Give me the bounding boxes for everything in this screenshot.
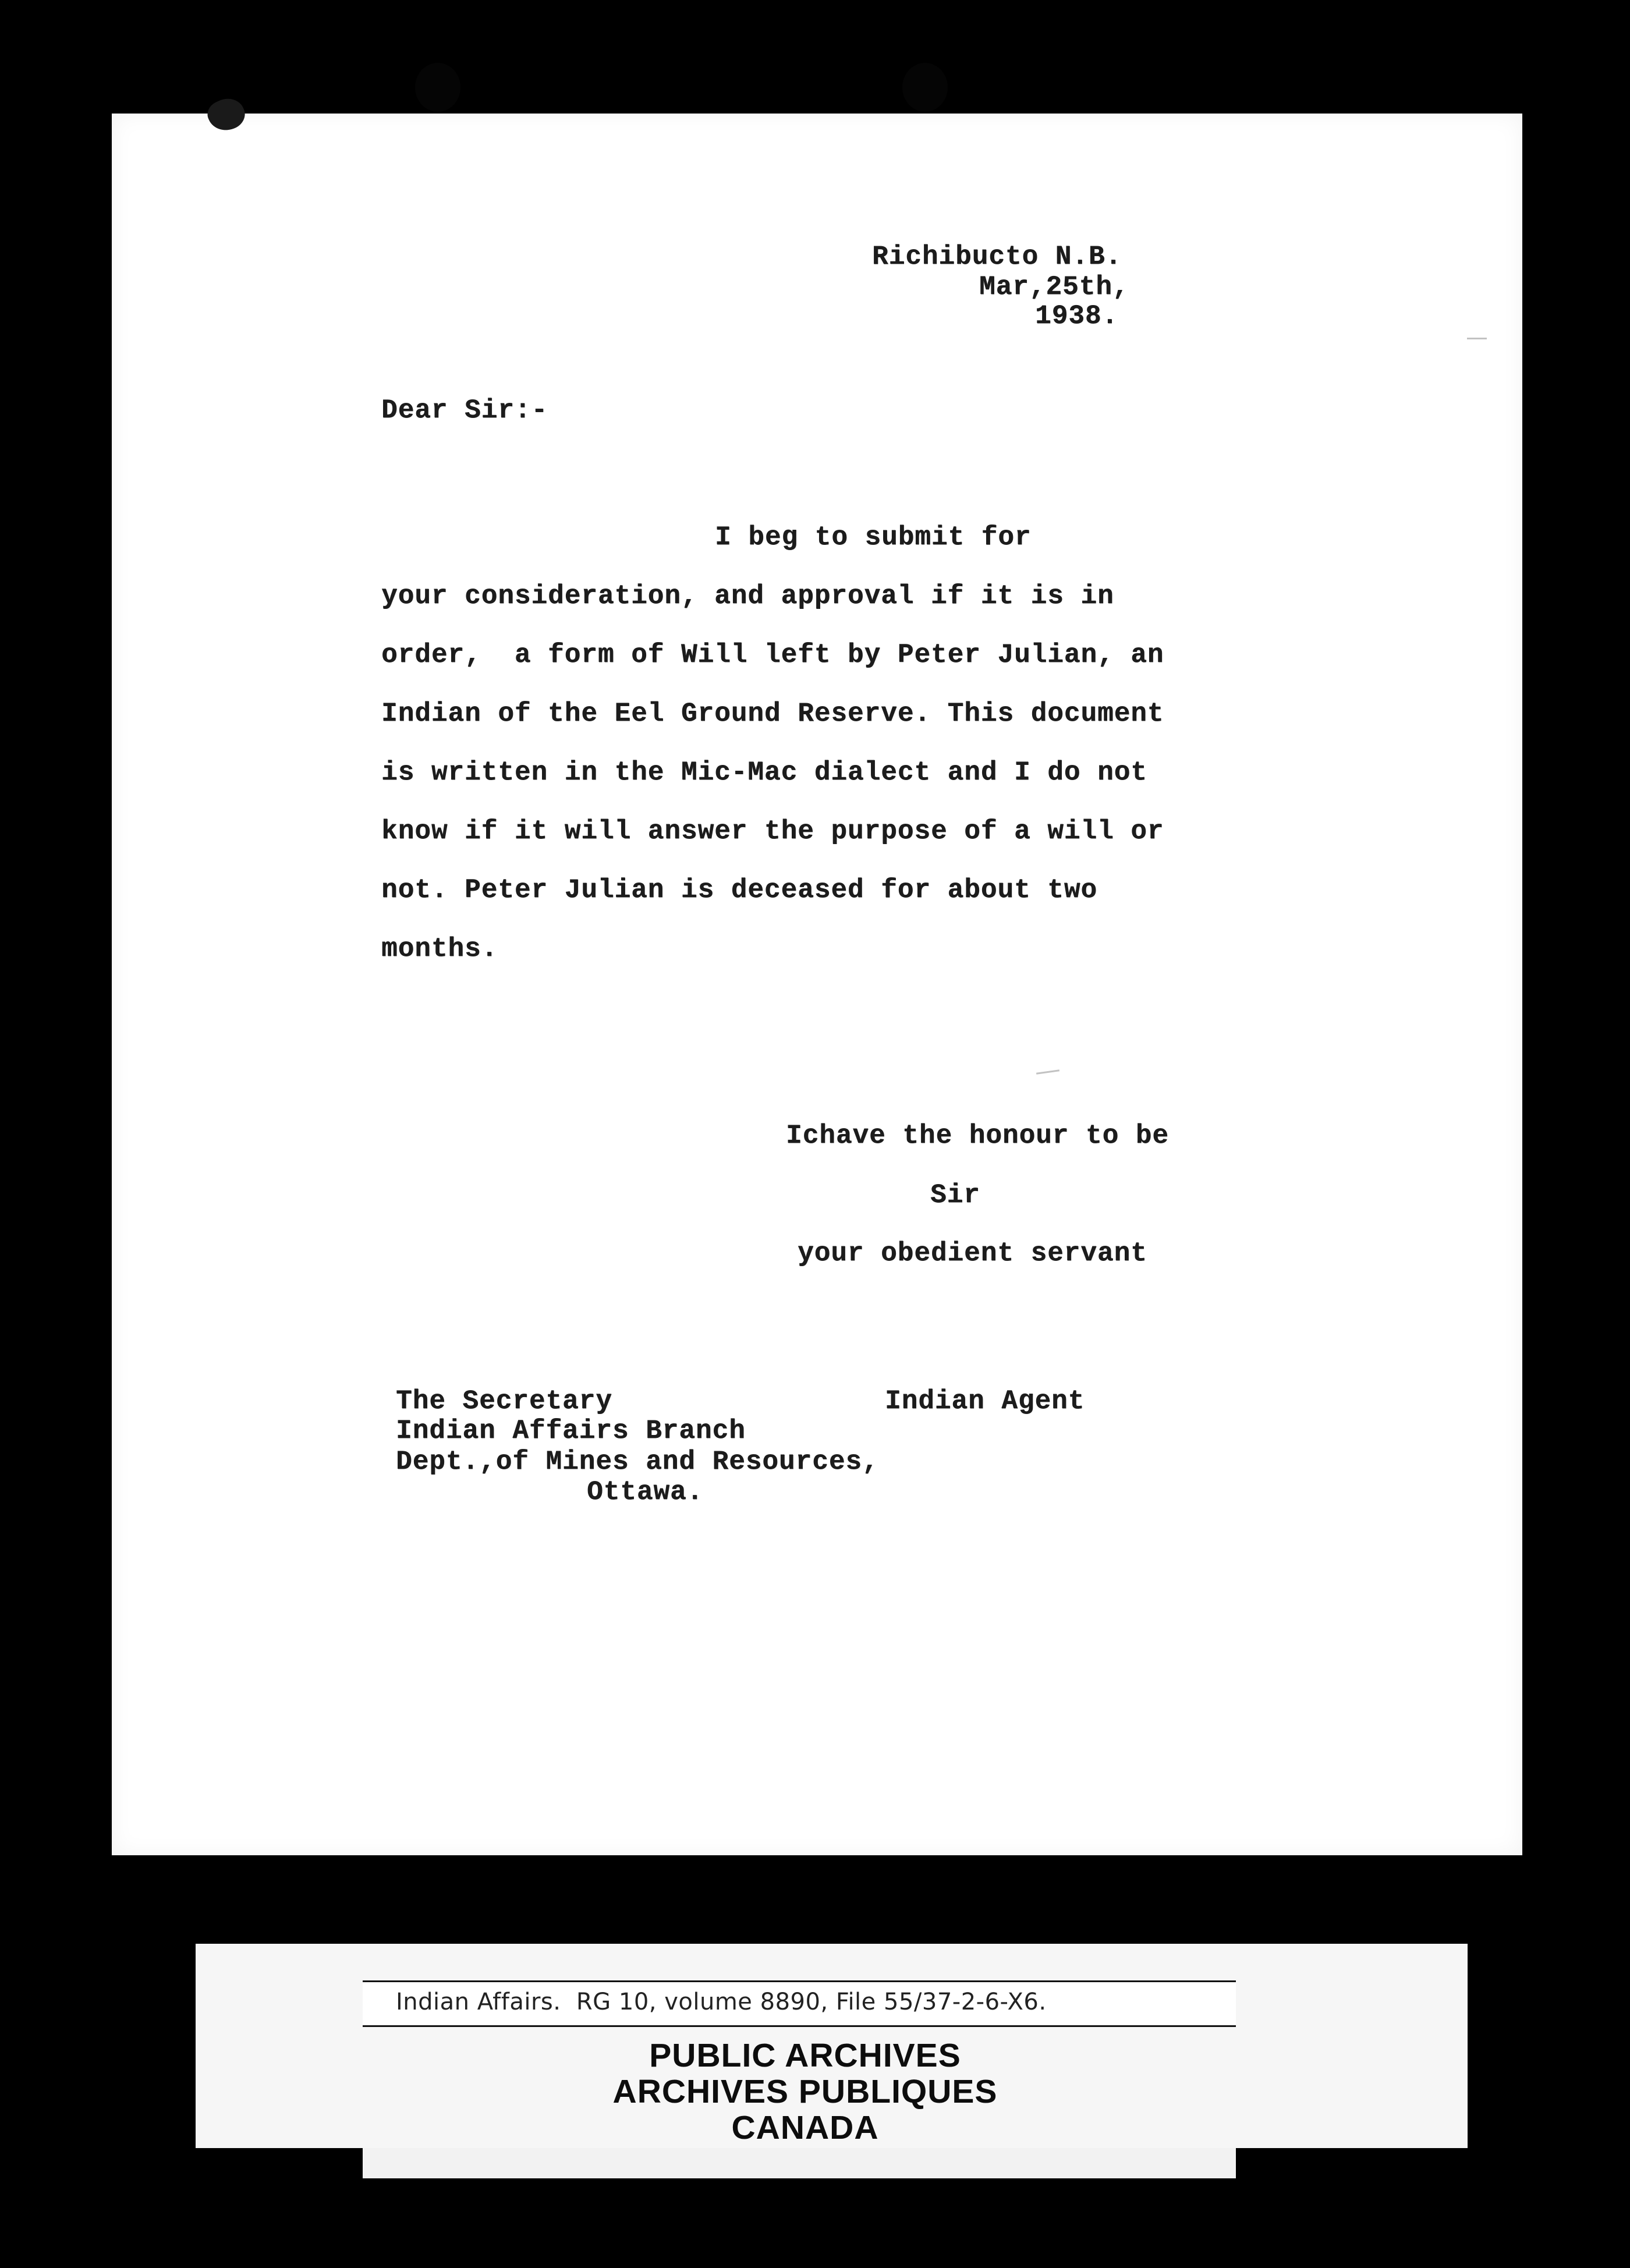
letter-place: Richibucto N.B. bbox=[872, 242, 1122, 272]
salutation: Dear Sir:- bbox=[381, 395, 548, 426]
closing-line: your obedient servant bbox=[798, 1238, 1147, 1268]
archive-label-tab bbox=[363, 2148, 1236, 2178]
punch-hole-right bbox=[902, 63, 948, 112]
archive-stamp bbox=[479, 2037, 1131, 2146]
body-line: know if it will answer the purpose of a will or bbox=[381, 816, 1164, 846]
stray-mark bbox=[1467, 338, 1487, 339]
body-line: is written in the Mic-Mac dialect and I do not bbox=[381, 757, 1147, 788]
stamp-line: ARCHIVES PUBLIQUES bbox=[612, 2073, 998, 2110]
letter-date: Mar,25th, bbox=[979, 272, 1129, 302]
stamp-line: PUBLIC ARCHIVES bbox=[649, 2037, 961, 2074]
body-line: months. bbox=[381, 934, 498, 964]
signature-title: Indian Agent bbox=[885, 1386, 1085, 1416]
letter-body bbox=[381, 524, 1371, 994]
closing-line: Sir bbox=[930, 1180, 980, 1210]
closing-line: Ichave the honour to be bbox=[786, 1121, 1169, 1151]
stamp-line: CANADA bbox=[731, 2109, 879, 2146]
letter-year: 1938. bbox=[1035, 301, 1119, 331]
body-line: Indian of the Eel Ground Reserve. This document bbox=[381, 699, 1164, 729]
body-line: order, a form of Will left by Peter Julian, an bbox=[381, 640, 1164, 670]
recipient-line: The Secretary bbox=[396, 1386, 612, 1416]
recipient-line: Ottawa. bbox=[587, 1477, 704, 1507]
body-line: not. Peter Julian is deceased for about two bbox=[381, 875, 1097, 905]
body-line: I beg to submit for bbox=[715, 522, 1032, 552]
recipient-line: Dept.,of Mines and Resources, bbox=[396, 1447, 879, 1477]
recipient-line: Indian Affairs Branch bbox=[396, 1416, 746, 1446]
archive-reference: Indian Affairs. RG 10, volume 8890, File 55/37-2-6-X6. bbox=[396, 1989, 1047, 2015]
punch-hole-left bbox=[415, 63, 460, 112]
body-line: your consideration, and approval if it is in bbox=[381, 581, 1114, 611]
